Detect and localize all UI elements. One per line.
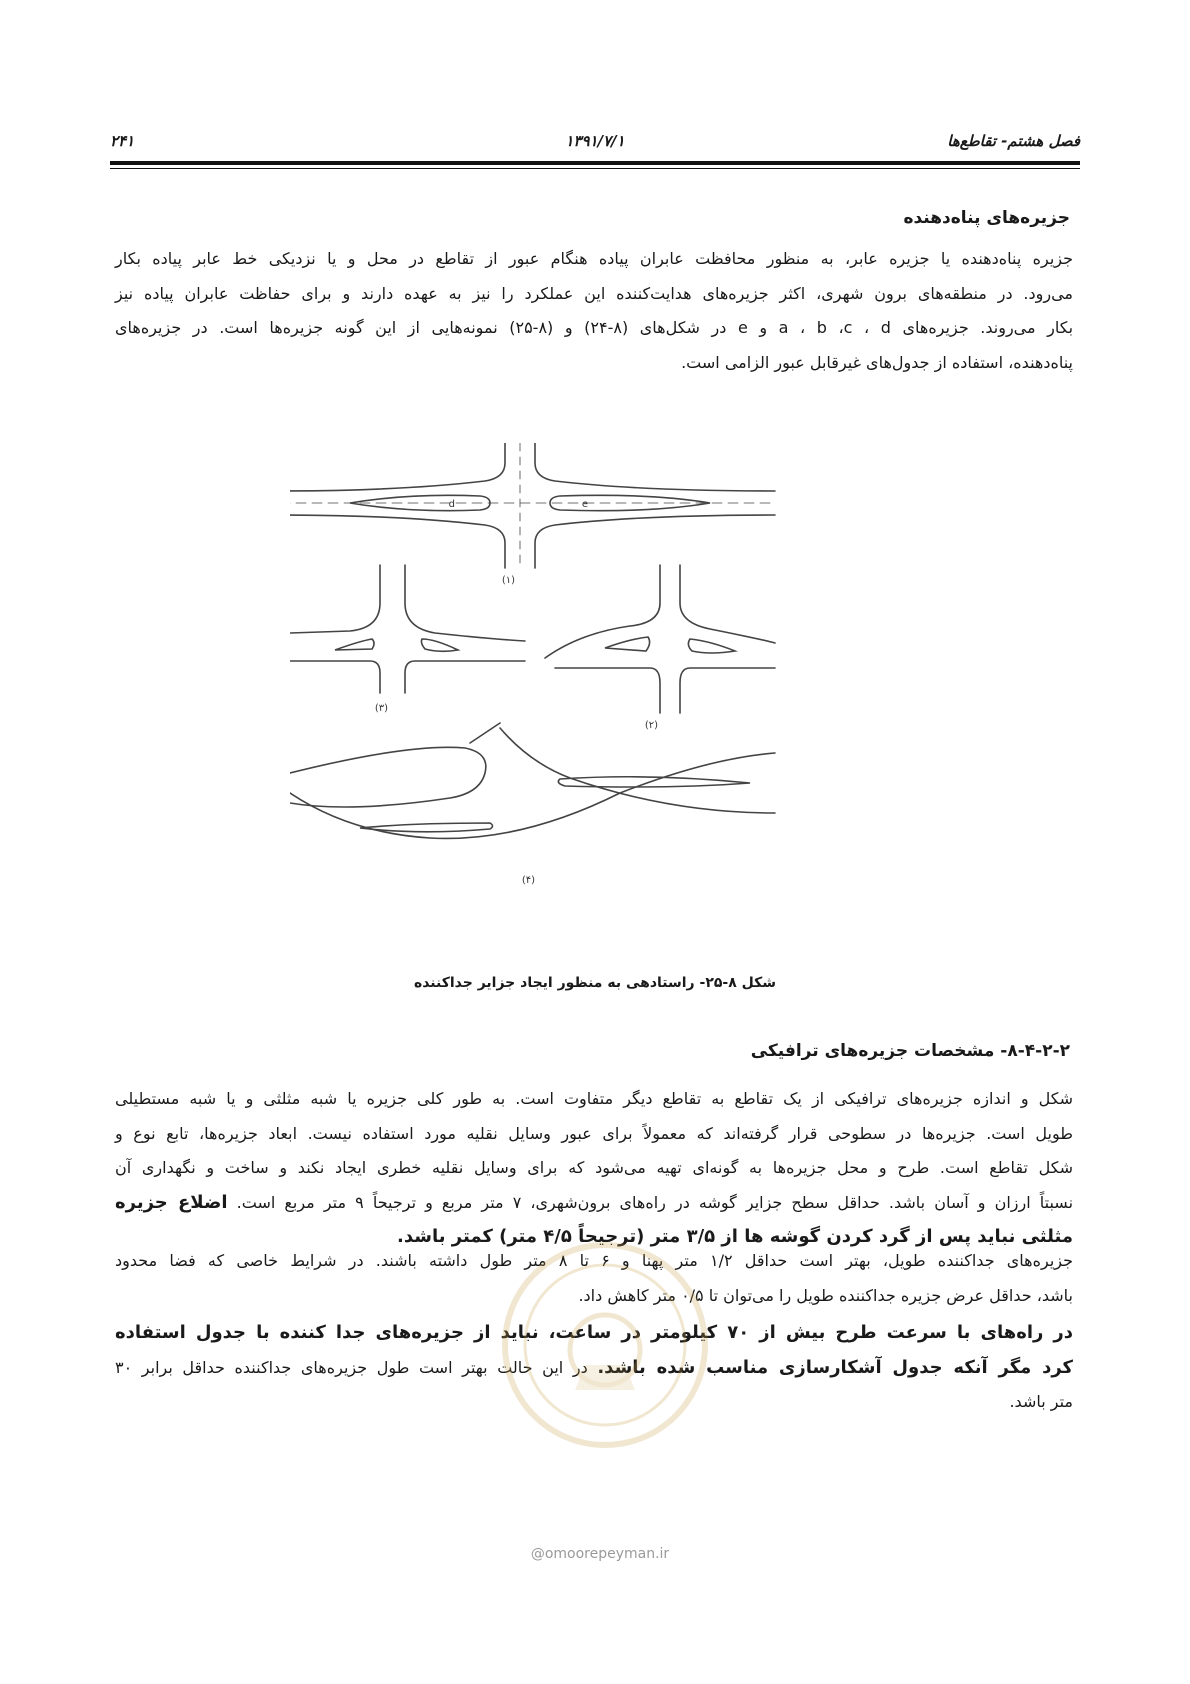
road-edge <box>290 515 505 568</box>
text-line: پناه‌دهنده، استفاده از جدول‌های غیرقابل عبور الزامی است. <box>681 352 1073 372</box>
page-number: ۲۴۱ <box>110 132 135 150</box>
header-rule-thick <box>110 161 1080 165</box>
text-line: طویل است. جزیره‌ها در سطوحی قرار گرفته‌اند که معمولاً برای عبور وسایل نقلیه مورد استفاده نیست. ابعاد جزیره‌ها، تابع نوع و <box>115 1123 1073 1143</box>
panel-label-2: (۲) <box>644 720 658 731</box>
text-line: می‌رود. در منطقه‌های برون شهری، اکثر جزیره‌های هدایت‌کننده این عملکرد را نیز به عهده دارند و برای حفاظت عابران پیاده نیز <box>115 283 1073 303</box>
panel-label-1: (۱) <box>501 575 515 586</box>
panel-label-3: (۳) <box>374 703 388 714</box>
text-line: جزیره پناه‌دهنده یا جزیره عابر، به منظور محافظت عابران پیاده هنگام عبور از تقاطع در محل و یا نزدیکی خط عابر پیاده بکار <box>115 249 1073 268</box>
road-edge <box>470 723 500 743</box>
watermark-seal-logo <box>500 1240 710 1450</box>
text-line-bold: مثلثی نباید پس از گرد کردن گوشه ها از ۳/۵ متر (ترجیحاً ۴/۵ متر) کمتر باشد. <box>397 1226 1073 1247</box>
figure-intersection-islands <box>290 443 850 963</box>
island-outline <box>421 639 458 651</box>
text-line: بکار می‌روند. جزیره‌های a ، b ،c ، d و e در شکل‌های (۸-۲۴) و (۸-۲۵) نمونه‌هایی از این گونه جزیره‌ها است. در جزیره‌های <box>115 318 1074 337</box>
text-line: شکل تقاطع است. طرح و محل جزیره‌ها به گونه‌ای تهیه می‌شود که برای وسایل نقلیه خطری ایجاد نکند و ساخت و نگهداری آن <box>115 1158 1073 1177</box>
text-normal: در این حالت بهتر است طول جزیره‌های جداکننده حداقل برابر ۳۰ <box>115 1357 588 1377</box>
road-edge <box>290 753 775 838</box>
text-line: جزیره‌های جداکننده طویل، بهتر است حداقل ۱/۲ متر پهنا و ۶ تا ۸ متر طول داشته باشند. در شرایط خاصی که فضا محدود <box>115 1251 1074 1270</box>
text-normal: نسبتاً ارزان و آسان باشد. حداقل سطح جزایر گوشه در راه‌های برون‌شهری، ۷ متر مربع و ترجیحاً ۹ متر مربع است. <box>236 1192 1074 1212</box>
island-outline <box>360 823 493 832</box>
road-edge <box>290 443 505 491</box>
chapter-title: فصل هشتم- تقاطع‌ها <box>947 132 1080 150</box>
road-edge <box>535 443 775 491</box>
island-outline <box>688 639 735 653</box>
text-line: شکل و اندازه جزیره‌های ترافیکی از یک تقاطع به تقاطع دیگر متفاوت است. به طور کلی جزیره یا شبه مثلثی و یا شبه مستطیلی <box>115 1089 1073 1108</box>
text-bold: اضلاع جزیره <box>115 1191 228 1213</box>
figure-caption: شکل ۸-۲۵- راستادهی به منظور ایجاد جزایر جداکننده <box>413 975 777 991</box>
header-date: ۱۳۹۱/۷/۱ <box>565 132 625 150</box>
road-edge <box>405 661 525 693</box>
text-line-bold: در راه‌های با سرعت طرح بیش از ۷۰ کیلومتر در ساعت، نباید از جزیره‌های جدا کننده با جدول استفاده <box>115 1322 1074 1343</box>
paragraph-refuge-islands <box>115 242 1073 380</box>
text-bold: کرد مگر آنکه جدول آشکارسازی مناسب شده باشد. <box>597 1356 1073 1378</box>
road-edge <box>290 661 380 693</box>
road-edge <box>290 565 380 633</box>
island-outline <box>558 777 750 787</box>
section-heading-refuge-islands: جزیره‌های پناه‌دهنده <box>903 208 1070 228</box>
road-edge <box>680 565 775 643</box>
road-edge <box>290 747 486 807</box>
island-label-d: d <box>448 499 455 510</box>
watermark-site: @omoorepeyman.ir <box>530 1546 670 1562</box>
panel-label-4: (۴) <box>521 875 535 886</box>
island-label-e: e <box>581 499 588 510</box>
running-header <box>110 132 1080 156</box>
text-line <box>115 1186 1073 1221</box>
section-heading-traffic-islands: ۸-۴-۲-۲- مشخصات جزیره‌های ترافیکی <box>750 1041 1070 1061</box>
road-edge <box>555 668 660 713</box>
road-edge <box>535 515 775 568</box>
text-line: باشد، حداقل عرض جزیره جداکننده طویل را می‌توان تا ۰/۵ متر کاهش داد. <box>578 1285 1073 1305</box>
road-edge <box>680 668 775 713</box>
island-outline <box>335 639 374 650</box>
island-d-outline <box>350 495 490 510</box>
island-outline <box>605 637 650 651</box>
road-edge <box>500 728 775 813</box>
road-edge <box>545 565 660 658</box>
header-rule-thin <box>110 168 1080 169</box>
text-line: متر باشد. <box>1009 1392 1073 1411</box>
paragraph-island-shape <box>115 1082 1073 1255</box>
